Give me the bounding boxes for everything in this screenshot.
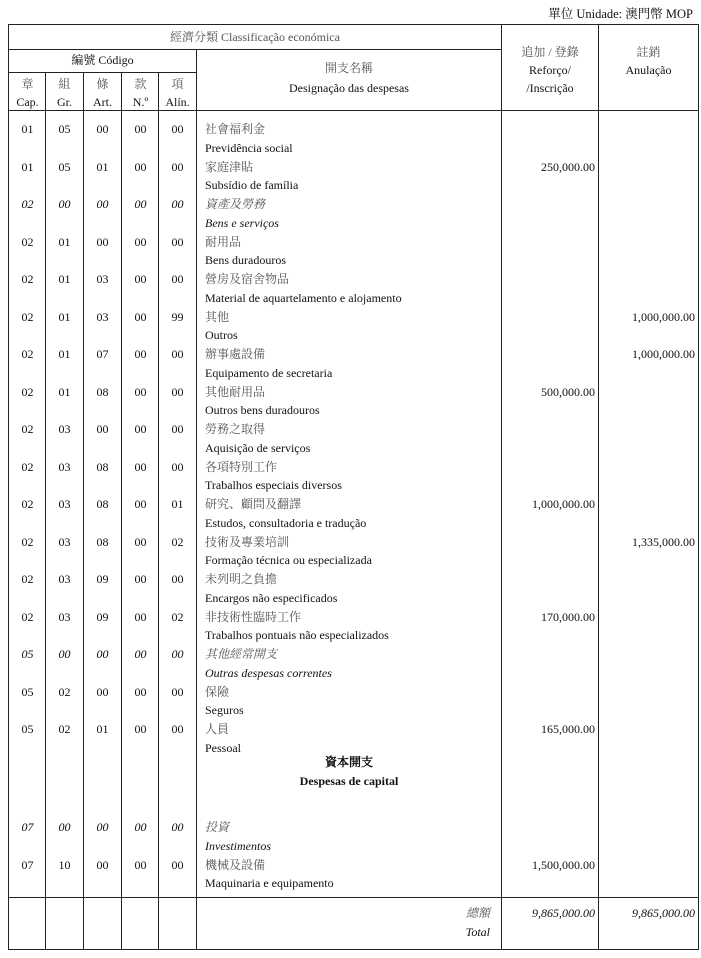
col-alin-header [159, 75, 196, 111]
classification-header [9, 28, 501, 46]
total-reforco: 9,865,000.00 [532, 906, 595, 920]
designation-zh: 其他 [205, 309, 230, 324]
reforco-value: 250,000.00 [541, 159, 595, 174]
anulacao-header [599, 43, 698, 79]
reforco-value [502, 233, 595, 252]
col-zh: 章 [21, 77, 34, 91]
designation-zh: 非技術性臨時工作 [205, 609, 302, 624]
code-cell: 00 [171, 647, 184, 661]
designation-header [197, 58, 501, 98]
designation-pt: Bens duradouros [205, 253, 286, 268]
code-cell: 02 [21, 347, 34, 361]
code-cell: 00 [171, 272, 184, 286]
code-cell: 00 [58, 197, 71, 211]
designation-zh: 機械及設備 [205, 857, 266, 872]
code-cell: 00 [134, 497, 147, 511]
code-cell: 05 [58, 159, 71, 174]
total-pt: Total [465, 925, 490, 939]
divider [9, 49, 501, 50]
table-row [9, 449, 698, 493]
designation-pt: Outras despesas correntes [205, 665, 332, 680]
reforco-value: 500,000.00 [541, 384, 595, 399]
table-row [9, 809, 698, 853]
designation-pt: Material de aquartelamento e alojamento [205, 290, 402, 305]
code-cell: 00 [134, 422, 147, 436]
code-cell: 00 [134, 197, 147, 211]
code-cell: 00 [96, 684, 109, 699]
code-cell: 09 [96, 572, 109, 586]
code-cell: 10 [58, 857, 71, 872]
col-pt: Gr. [57, 95, 72, 109]
code-cell: 00 [171, 122, 184, 136]
code-header: 編號 Código [71, 53, 134, 67]
code-cell: 02 [21, 384, 34, 399]
code-cell: 00 [171, 422, 184, 436]
anulacao-value [599, 420, 695, 439]
code-cell: 00 [134, 820, 147, 834]
reforco-value: 170,000.00 [541, 609, 595, 624]
code-cell: 07 [21, 857, 34, 872]
designation-pt: Equipamento de secretaria [205, 365, 333, 380]
code-cell: 08 [96, 384, 109, 399]
reforco-value [502, 345, 595, 364]
reforco-value [502, 458, 595, 477]
designation-zh: 未列明之負擔 [205, 572, 278, 586]
code-cell: 08 [96, 497, 109, 511]
total-anulacao: 9,865,000.00 [632, 906, 695, 920]
reforco-value: 1,000,000.00 [532, 497, 595, 511]
designation-pt: Trabalhos pontuais não especializados [205, 628, 389, 643]
code-cell: 00 [171, 820, 184, 834]
divider [9, 72, 196, 73]
reforco-value [502, 570, 595, 589]
code-cell: 02 [58, 684, 71, 699]
col-zh: 款 [134, 77, 147, 91]
code-cell: 03 [58, 572, 71, 586]
code-cell: 00 [171, 684, 184, 699]
table-row [9, 561, 698, 605]
code-cell: 00 [134, 609, 147, 624]
inscricao-pt: /Inscrição [526, 81, 574, 95]
code-cell: 00 [96, 234, 109, 249]
designation-zh: 人員 [205, 722, 230, 736]
designation-zh: 辦事處設備 [205, 347, 266, 361]
code-cell: 09 [96, 609, 109, 624]
col-pt: N.º [132, 95, 149, 109]
code-cell: 02 [21, 422, 34, 436]
total-zh: 總額 [465, 906, 490, 920]
budget-table [8, 24, 699, 950]
anulacao-value [599, 158, 695, 177]
capital-pt: Despesas de capital [299, 773, 399, 788]
reforco-value [502, 533, 595, 552]
anulacao-value [599, 570, 695, 589]
code-cell: 03 [58, 422, 71, 436]
code-cell: 03 [58, 497, 71, 511]
anulacao-value [599, 818, 695, 837]
code-cell: 05 [58, 122, 71, 136]
code-cell: 01 [96, 722, 109, 736]
code-cell: 00 [58, 647, 71, 661]
code-cell: 00 [134, 159, 147, 174]
code-cell: 00 [134, 722, 147, 736]
col-cap-header [9, 75, 46, 111]
table-row [9, 411, 698, 455]
col-pt: Cap. [16, 95, 39, 109]
table-row [9, 599, 698, 643]
capital-section-header [9, 749, 698, 810]
code-cell: 01 [21, 122, 34, 136]
col-no-header [122, 75, 159, 111]
code-cell: 00 [171, 347, 184, 361]
designation-zh: 勞務之取得 [205, 422, 266, 436]
code-cell: 00 [96, 197, 109, 211]
anulacao-pt: Anulação [625, 63, 672, 77]
anulacao-zh: 註銷 [636, 45, 661, 59]
designation-pt: Outros [205, 328, 238, 343]
designation-pt: Trabalhos especiais diversos [205, 478, 342, 493]
table-body [9, 111, 698, 891]
col-gr-header [46, 75, 83, 111]
code-cell: 02 [21, 497, 34, 511]
code-cell: 08 [96, 459, 109, 474]
code-cell: 02 [171, 534, 184, 549]
designation-zh: 其他耐用品 [205, 384, 266, 399]
code-cell: 00 [134, 384, 147, 399]
anulacao-value [599, 195, 695, 214]
designation-pt: Pessoal [205, 740, 241, 755]
reforco-value: 1,500,000.00 [532, 857, 595, 872]
reforco-value [502, 420, 595, 439]
designation-pt: Seguros [205, 703, 244, 718]
designation-zh: 開支名稱 [324, 61, 373, 75]
table-row [9, 186, 698, 230]
code-cell: 02 [21, 197, 34, 211]
code-cell: 02 [21, 234, 34, 249]
table-row [9, 111, 698, 155]
table-row [9, 299, 698, 343]
reforco-value [502, 645, 595, 664]
designation-pt: Outros bens duradouros [205, 403, 320, 418]
designation-zh: 家庭津貼 [205, 159, 254, 174]
code-cell: 00 [96, 820, 109, 834]
table-row [9, 336, 698, 380]
anulacao-value [599, 608, 695, 627]
code-cell: 02 [21, 534, 34, 549]
reforco-value [502, 308, 595, 327]
code-cell: 00 [134, 572, 147, 586]
anulacao-value: 1,335,000.00 [632, 534, 695, 549]
anulacao-value [599, 120, 695, 139]
table-row [9, 847, 698, 891]
anulacao-value: 1,000,000.00 [632, 347, 695, 361]
designation-zh: 其他經常開支 [205, 647, 278, 661]
code-cell: 03 [58, 609, 71, 624]
designation-zh: 耐用品 [205, 234, 242, 249]
code-cell: 00 [134, 459, 147, 474]
table-row [9, 674, 698, 718]
code-cell: 02 [21, 459, 34, 474]
code-cell: 00 [134, 647, 147, 661]
reforco-zh: 追加 / 登錄 [521, 45, 579, 59]
designation-pt: Formação técnica ou especializada [205, 553, 372, 568]
code-cell: 00 [171, 572, 184, 586]
table-row [9, 711, 698, 755]
designation-pt: Designação das despesas [289, 81, 409, 95]
reforco-header [502, 43, 598, 97]
code-cell: 02 [21, 609, 34, 624]
anulacao-value [599, 383, 695, 402]
code-cell: 00 [134, 309, 147, 324]
anulacao-value [599, 270, 695, 289]
code-cell: 00 [171, 234, 184, 249]
table-row [9, 224, 698, 268]
code-cell: 00 [134, 684, 147, 699]
reforco-value [502, 195, 595, 214]
code-cell: 00 [134, 122, 147, 136]
designation-pt: Estudos, consultadoria e tradução [205, 515, 367, 530]
code-cell: 00 [171, 722, 184, 736]
code-cell: 03 [96, 309, 109, 324]
code-cell: 07 [21, 820, 34, 834]
total-row [9, 898, 698, 950]
table-row [9, 636, 698, 680]
designation-pt: Bens e serviços [205, 215, 279, 230]
anulacao-value [599, 683, 695, 702]
anulacao-value [599, 856, 695, 875]
code-cell: 01 [58, 234, 71, 249]
reforco-value [502, 683, 595, 702]
table-row [9, 374, 698, 418]
code-cell: 00 [171, 197, 184, 211]
code-cell: 03 [58, 459, 71, 474]
code-cell: 01 [58, 309, 71, 324]
designation-pt: Aquisição de serviços [205, 440, 311, 455]
capital-zh: 資本開支 [324, 754, 373, 769]
col-zh: 條 [96, 77, 109, 91]
code-cell: 02 [21, 272, 34, 286]
designation-zh: 研究、顧問及翻譯 [205, 497, 302, 511]
code-cell: 05 [21, 647, 34, 661]
code-cell: 00 [171, 159, 184, 174]
code-cell: 07 [96, 347, 109, 361]
reforco-value [502, 270, 595, 289]
code-cell: 00 [171, 384, 184, 399]
code-cell: 05 [21, 684, 34, 699]
designation-zh: 保險 [205, 684, 230, 699]
code-cell: 00 [171, 857, 184, 872]
col-art-header [84, 75, 121, 111]
designation-zh: 社會福利金 [205, 122, 266, 136]
code-cell: 08 [96, 534, 109, 549]
code-cell: 00 [96, 122, 109, 136]
unit-label: 單位 Unidade: 澳門幣 MOP [548, 7, 693, 21]
anulacao-value: 1,000,000.00 [632, 309, 695, 324]
anulacao-value [599, 458, 695, 477]
designation-pt: Encargos não especificados [205, 590, 338, 605]
code-cell: 02 [21, 572, 34, 586]
reforco-value: 165,000.00 [541, 722, 595, 736]
designation-zh: 技術及專業培訓 [205, 534, 290, 549]
designation-pt: Investimentos [205, 838, 271, 853]
classification-label: 經濟分類 Classificação económica [170, 30, 340, 44]
designation-zh: 投資 [205, 820, 230, 834]
code-cell: 00 [134, 857, 147, 872]
code-cell: 00 [96, 857, 109, 872]
code-cell: 03 [58, 534, 71, 549]
code-cell: 03 [96, 272, 109, 286]
anulacao-value [599, 495, 695, 514]
code-cell: 01 [58, 347, 71, 361]
code-cell: 01 [171, 497, 184, 511]
code-cell: 01 [58, 272, 71, 286]
anulacao-value [599, 645, 695, 664]
col-zh: 組 [58, 77, 71, 91]
anulacao-value [599, 720, 695, 739]
code-cell: 00 [96, 647, 109, 661]
col-pt: Alín. [165, 95, 190, 109]
code-cell: 99 [171, 309, 184, 324]
code-cell: 00 [134, 534, 147, 549]
col-pt: Art. [93, 95, 112, 109]
code-cell: 02 [58, 722, 71, 736]
reforco-pt: Reforço/ [529, 63, 571, 77]
designation-zh: 營房及宿舍物品 [205, 272, 290, 286]
designation-pt: Previdência social [205, 140, 293, 155]
designation-pt: Subsídio de família [205, 178, 299, 193]
code-cell: 05 [21, 722, 34, 736]
table-row [9, 524, 698, 568]
code-cell: 00 [134, 272, 147, 286]
col-zh: 項 [171, 77, 184, 91]
code-cell: 01 [21, 159, 34, 174]
code-cell: 02 [21, 309, 34, 324]
code-cell: 02 [171, 609, 184, 624]
reforco-value [502, 818, 595, 837]
code-cell: 00 [171, 459, 184, 474]
code-cell: 00 [134, 347, 147, 361]
code-cell: 00 [58, 820, 71, 834]
anulacao-value [599, 233, 695, 252]
code-cell: 01 [58, 384, 71, 399]
code-cell: 00 [134, 234, 147, 249]
table-row [9, 261, 698, 305]
code-cell: 00 [96, 422, 109, 436]
table-row [9, 486, 698, 530]
reforco-value [502, 120, 595, 139]
code-cell: 01 [96, 159, 109, 174]
designation-zh: 各項特別工作 [205, 459, 278, 474]
designation-pt: Maquinaria e equipamento [205, 876, 334, 891]
table-row [9, 149, 698, 193]
designation-zh: 資產及勞務 [205, 197, 266, 211]
